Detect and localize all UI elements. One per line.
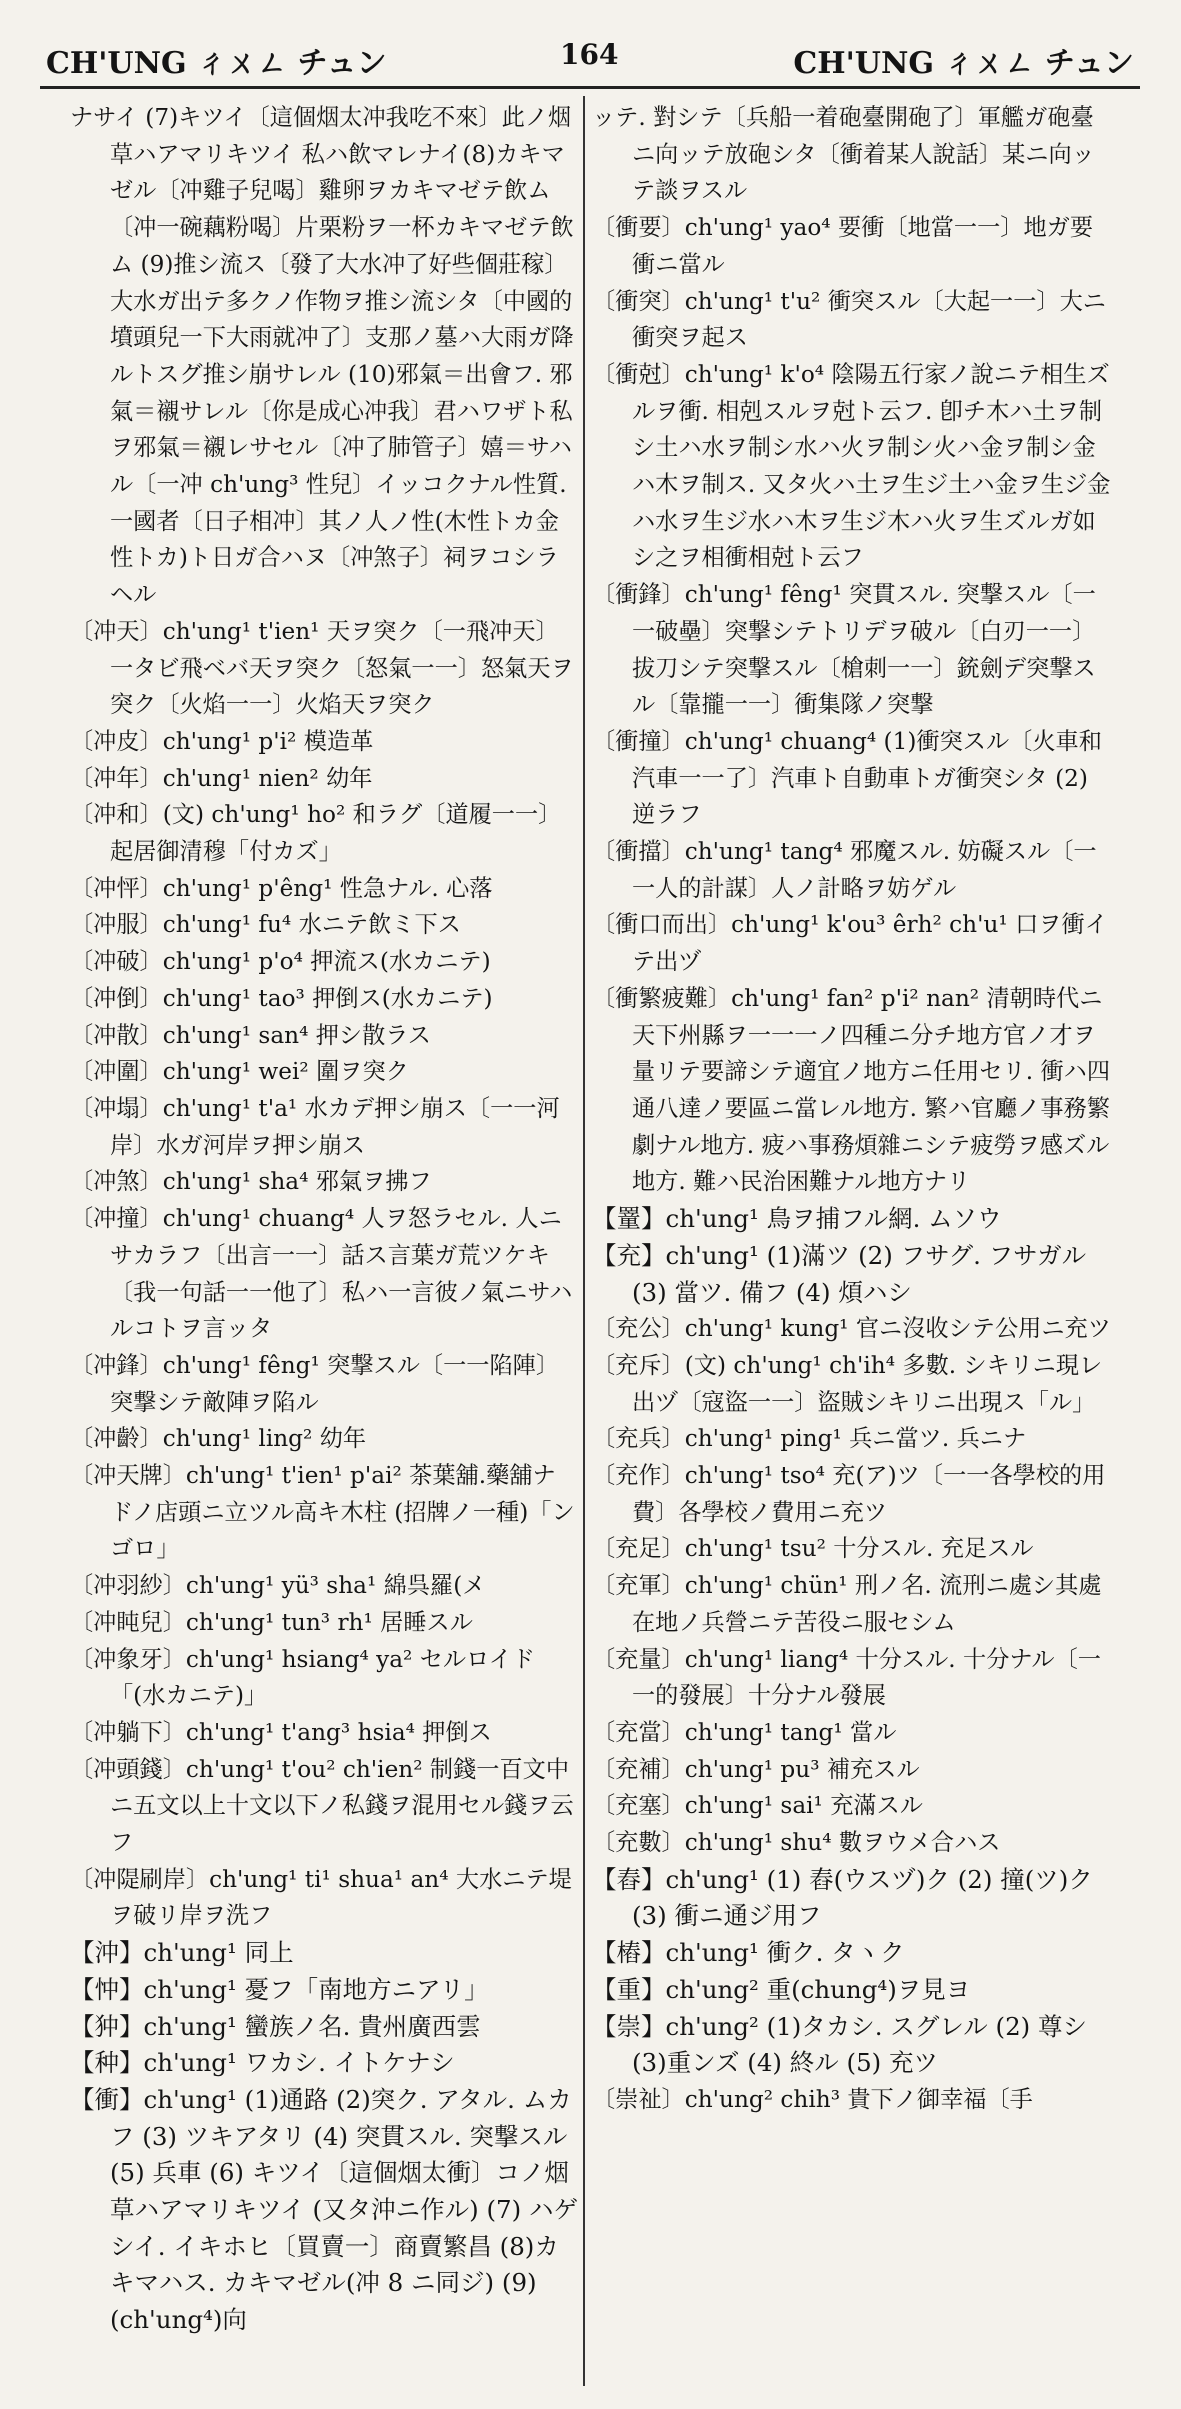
left-column [70,100,578,2385]
dictionary-entry: 【舂】ch'ung¹ (1) 舂(ウスヅ)ク (2) 撞(ツ)ク (3) 衝ニ通ジ用フ [592,1864,1093,1931]
dictionary-entry: 〔充軍〕ch'ung¹ chün¹ 刑ノ名. 流刑ニ處シ其處在地ノ兵營ニテ苦役ニ服セシム [592,1572,1102,1636]
dictionary-entry: 〔冲煞〕ch'ung¹ sha⁴ 邪氣ヲ拂フ [70,1168,432,1196]
dictionary-entry: 〔冲塌〕ch'ung¹ t'a¹ 水カデ押シ崩ス〔一一河岸〕水ガ河岸ヲ押シ崩ス [70,1094,560,1159]
page-number: 164 [560,38,619,71]
dictionary-entry: 〔衝撞〕ch'ung¹ chuang⁴ (1)衝突スル〔火車和汽車一一了〕汽車ト自動車トガ衝突シタ (2) 逆ラフ [592,727,1102,829]
dictionary-entry: 〔冲象牙〕ch'ung¹ hsiang⁴ ya² セルロイド「(水カニテ)」 [70,1645,535,1710]
dictionary-entry: 〔冲皮〕ch'ung¹ p'i² 模造革 [70,727,374,755]
dictionary-entry: 〔充當〕ch'ung¹ tang¹ 當ル [592,1718,897,1746]
dictionary-entry: 【充】ch'ung¹ (1)滿ツ (2) フサグ. フサガル (3) 當ツ. 備フ (4) 煩ハシ [592,1240,1087,1307]
dictionary-entry: 【衝】ch'ung¹ (1)通路 (2)突ク. アタル. ムカフ (3) ツキアタリ (4) 突貫スル. 突撃スル (5) 兵車 (6) キツイ〔這個烟太衝〕コノ烟草ハアマリキツイ (又タ沖ニ作ル) (7) ハゲシイ. イキホヒ〔買賣一〕商賣繁昌 (8)カキマハス. カキマゼル(冲 8 ニ同ジ) (9)(ch'ung⁴)向 [70,2084,578,2335]
dictionary-entry: ッテ. 對シテ〔兵船一着砲臺開砲了〕軍艦ガ砲臺ニ向ッテ放砲シタ〔衝着某人說話〕某ニ向ッテ談ヲスル [592,104,1095,205]
dictionary-entry: 〔冲和〕(文) ch'ung¹ ho² 和ラグ〔道履一一〕起居御清穆「付カズ」 [70,801,562,866]
dictionary-entry: 〔冲散〕ch'ung¹ san⁴ 押シ散ラス [70,1021,431,1049]
dictionary-entry: 〔冲躺下〕ch'ung¹ t'ang³ hsia⁴ 押倒ス [70,1718,492,1746]
dictionary-entry: 〔崇祉〕ch'ung² chih³ 貴下ノ御幸福〔手 [592,2085,1033,2113]
dictionary-entry: 〔充塞〕ch'ung¹ sai¹ 充滿スル [592,1792,923,1820]
dictionary-entry: 〔衝口而出〕ch'ung¹ k'ou³ êrh² ch'u¹ 口ヲ衝イテ出ヅ [592,911,1108,976]
dictionary-entry: 〔冲頭錢〕ch'ung¹ t'ou² ch'ien² 制錢一百文中ニ五文以上十文以下ノ私錢ヲ混用セル錢ヲ云フ [70,1755,574,1857]
dictionary-entry: 〔衝繁疲難〕ch'ung¹ fan² p'i² nan² 清朝時代ニ天下州縣ヲ一一一ノ四種ニ分チ地方官ノ才ヲ量リテ要諦シテ適宜ノ地方ニ任用セリ. 衝ハ四通八達ノ要區ニ當レル地方. 繁ハ官廳ノ事務繁劇ナル地方. 疲ハ事務煩雜ニシテ疲勞ヲ感ズル地方. 難ハ民治困難ナル地方ナリ [592,984,1111,1196]
dictionary-entry: 〔充公〕ch'ung¹ kung¹ 官ニ沒收シテ公用ニ充ツ [592,1315,1111,1343]
dictionary-entry: 〔衝突〕ch'ung¹ t'u² 衝突スル〔大起一一〕大ニ衝突ヲ起ス [592,287,1106,352]
dictionary-entry: 〔充斥〕(文) ch'ung¹ ch'ih⁴ 多數. シキリニ現レ出ヅ〔寇盜一一〕盜賊シキリニ出現ス「ル」 [592,1351,1103,1416]
dictionary-entry: 〔充補〕ch'ung¹ pu³ 補充スル [592,1755,920,1783]
dictionary-entry: 〔冲齡〕ch'ung¹ ling² 幼年 [70,1425,367,1453]
dictionary-entry: 〔冲圍〕ch'ung¹ wei² 圍ヲ突ク [70,1058,409,1086]
dictionary-entry: 〔衝擋〕ch'ung¹ tang⁴ 邪魔スル. 妨礙スル〔一一人的計謀〕人ノ計略ヲ妨ゲル [592,838,1097,902]
dictionary-entry: 〔冲盹兒〕ch'ung¹ tun³ rh¹ 居睡スル [70,1608,473,1636]
right-column [592,100,1112,2385]
dictionary-entry: 〔冲破〕ch'ung¹ p'o⁴ 押流ス(水カニテ) [70,948,491,976]
dictionary-entry: 〔充數〕ch'ung¹ shu⁴ 數ヲウメ合ハス [592,1829,1001,1857]
dictionary-entry: 〔冲撞〕ch'ung¹ chuang⁴ 人ヲ怒ラセル. 人ニサカラフ〔出言一一〕話ス言葉ガ荒ツケキ〔我一句話一一他了〕私ハ一言彼ノ氣ニサハルコトヲ言ッタ [70,1205,573,1343]
dictionary-entry: 〔冲天〕ch'ung¹ t'ien¹ 天ヲ突ク〔一飛冲天〕一タビ飛ベバ天ヲ突ク〔怒氣一一〕怒氣天ヲ突ク〔火焰一一〕火焰天ヲ突ク [70,617,574,719]
dictionary-entry: 〔冲年〕ch'ung¹ nien² 幼年 [70,764,373,792]
dictionary-entry: 〔充量〕ch'ung¹ liang⁴ 十分スル. 十分ナル〔一一的發展〕十分ナル發展 [592,1645,1101,1710]
dictionary-entry: ナサイ (7)キツイ〔這個烟太冲我吃不來〕此ノ烟草ハアマリキツイ 私ハ飲マレナイ(8)カキマゼル〔冲雞子兒喝〕雞卵ヲカキマゼテ飲ム〔冲一碗藕粉喝〕片栗粉ヲ一杯カキマゼテ飲ム (9)推シ流ス〔發了大水冲了好些個莊稼〕大水ガ出テ多クノ作物ヲ推シ流シタ〔中國的墳頭兒一下大雨就冲了〕支那ノ墓ハ大雨ガ降ルトスグ推シ崩サレル (10)邪氣＝出會フ. 邪氣＝襯サレル〔你是成心冲我〕君ハワザト私ヲ邪氣＝襯レサセル〔冲了肺管子〕嬉＝サハル〔一冲 ch'ung³ 性兒〕イッコクナル性質.一國者〔日子相冲〕其ノ人ノ性(木性トカ金性トカ)ト日ガ合ハヌ〔冲煞子〕祠ヲコシラヘル [70,104,574,609]
dictionary-entry: 〔衝要〕ch'ung¹ yao⁴ 要衝〔地當一一〕地ガ要衝ニ當ル [592,214,1094,278]
page-header [40,30,1140,86]
dictionary-entry: 【崇】ch'ung² (1)タカシ. スグレル (2) 尊シ (3)重ンズ (4) 終ル (5) 充ツ [592,2011,1088,2078]
dictionary-entry: 〔冲怦〕ch'ung¹ p'êng¹ 性急ナル. 心落 [70,874,493,902]
column-divider [583,96,585,2386]
dictionary-entry: 【罿】ch'ung¹ 鳥ヲ捕フル網. ムソウ [592,1204,1002,1234]
dictionary-entry: 〔衝鋒〕ch'ung¹ fêng¹ 突貫スル. 突撃スル〔一一破壘〕突撃シテトリデヲ破ル〔白刃一一〕拔刀シテ突撃スル〔槍刺一一〕銃劍デ突撃スル〔靠攏一一〕衝集隊ノ突撃 [592,581,1096,719]
dictionary-entry: 〔冲天牌〕ch'ung¹ t'ien¹ p'ai² 茶葉舖.藥舖ナドノ店頭ニ立ツル高キ木柱 (招牌ノ一種)「ンゴロ」 [70,1462,575,1563]
dictionary-entry: 【忡】ch'ung¹ 憂フ「南地方ニアリ」 [70,1974,489,2004]
dictionary-entry: 〔充兵〕ch'ung¹ ping¹ 兵ニ當ツ. 兵ニナ [592,1425,1027,1453]
dictionary-entry: 〔冲服〕ch'ung¹ fu⁴ 水ニテ飲ミ下ス [70,911,461,939]
dictionary-entry: 〔冲鋒〕ch'ung¹ fêng¹ 突撃スル〔一一陷陣〕突撃シテ敵陣ヲ陷ル [70,1351,560,1416]
dictionary-entry: 【狆】ch'ung¹ 蠻族ノ名. 貴州廣西雲 [70,2011,481,2041]
dictionary-entry: 〔冲倒〕ch'ung¹ tao³ 押倒ス(水カニテ) [70,984,493,1012]
dictionary-entry: 〔充足〕ch'ung¹ tsu² 十分スル. 充足スル [592,1535,1034,1563]
header-left-romanization: CH'UNG ㄔㄨㄥ チュン [46,46,387,81]
dictionary-entry: 〔冲羽紗〕ch'ung¹ yü³ sha¹ 綿呉羅(メ [70,1572,486,1600]
dictionary-entry: 【种】ch'ung¹ ワカシ. イトケナシ [70,2048,455,2078]
dictionary-entry: 【樁】ch'ung¹ 衝ク. タヽク [592,1938,905,1968]
dictionary-entry: 〔衝尅〕ch'ung¹ k'o⁴ 陰陽五行家ノ說ニテ相生ズルヲ衝. 相剋スルヲ尅ト云フ. 卽チ木ハ土ヲ制シ土ハ水ヲ制シ水ハ火ヲ制シ火ハ金ヲ制シ金ハ木ヲ制ス. 又タ火ハ土ヲ生ジ土ハ金ヲ生ジ金ハ水ヲ生ジ水ハ木ヲ生ジ木ハ火ヲ生ズルガ如シ之ヲ相衝相尅ト云フ [592,360,1111,572]
dictionary-entry: 〔冲隄刷岸〕ch'ung¹ ti¹ shua¹ an⁴ 大水ニテ堤ヲ破リ岸ヲ洗フ [70,1865,572,1930]
header-rule [40,86,1140,89]
dictionary-entry: 【沖】ch'ung¹ 同上 [70,1938,294,1968]
dictionary-entry: 〔充作〕ch'ung¹ tso⁴ 充(ア)ツ〔一一各學校的用費〕各學校ノ費用ニ充ツ [592,1462,1106,1526]
header-right-romanization: CH'UNG ㄔㄨㄥ チュン [793,46,1134,81]
dictionary-entry: 【重】ch'ung² 重(chung⁴)ヲ見ヨ [592,1974,971,2004]
